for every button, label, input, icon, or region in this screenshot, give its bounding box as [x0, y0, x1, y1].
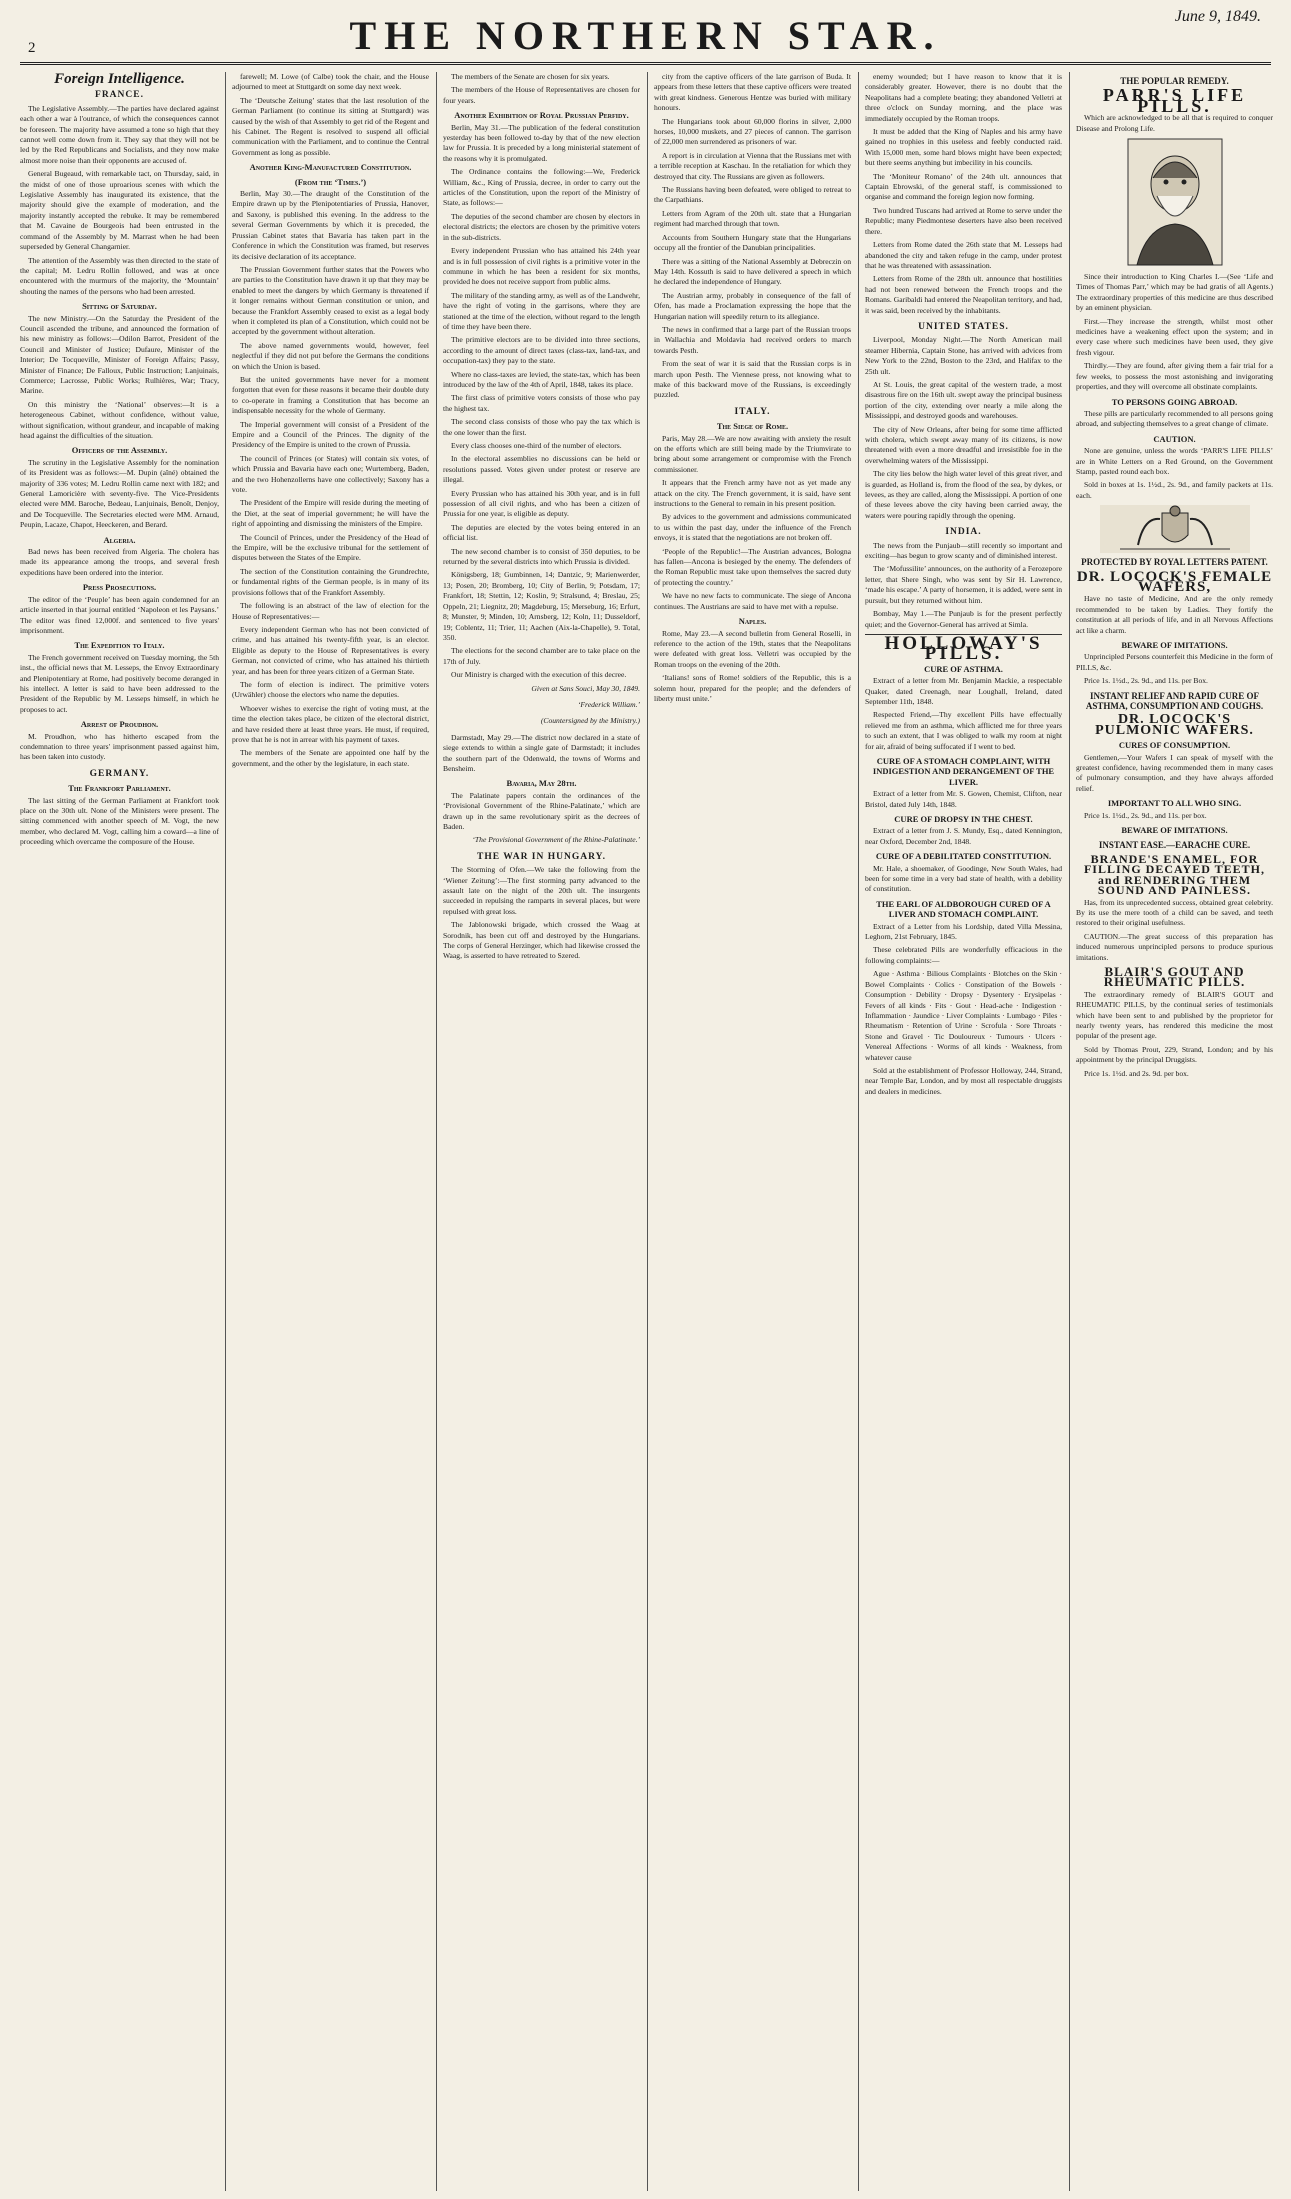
article-paragraph: General Bugeaud, with remarkable tact, on Thursday, said, in the midst of one of those uproarious scenes with which the Legislative Assembly has inaugurated its existence, that the majority should give the example of moderation, and the majority instantly accepted the rebuke. It may be remembered that M. Cavaine de Bourgeois had been entrusted in the command of the Assembly by M. Marrast when he had been superseded by General Changarnier. [20, 169, 219, 252]
article-paragraph: The Jablonowski brigade, which crossed the Waag at Sorodnik, has been cut off and destroyed by the Hungarians. The corps of General Herzinger, which had likewise crossed the Waag, is asserted to have retreated to Szered. [443, 920, 640, 961]
advert-subheading: CURE OF ASTHMA. [924, 663, 1003, 674]
article-paragraph: The Imperial government will consist of a President of the Empire and a Council of the Princes. The dignity of the Presidency of the Empire is united to the crown of Prussia. [232, 419, 429, 450]
advert-paragraph: None are genuine, unless the words ‘PARR'S LIFE PILLS’ are in White Letters on a Red Ground, on the Government Stamp, pasted round each box. [1076, 446, 1273, 476]
advert-heading-blair-pills: BLAIR'S GOUT AND RHEUMATIC PILLS. [1103, 963, 1246, 990]
subheading: Press Prosecutions. [82, 582, 157, 593]
advert-paragraph: Extract of a letter from Mr. S. Gowen, Chemist, Clifton, near Bristol, dated July 14th, 1848. [865, 789, 1062, 809]
article-paragraph: On this ministry the ‘National’ observes:—It is a heterogeneous Cabinet, without confidence, without value, without signification, without grandeur, and incapable of making head against the difficulties of the situation. [20, 399, 219, 440]
old-man-portrait-icon [1127, 138, 1223, 266]
article-paragraph: The ‘Moniteur Romano’ of the 24th ult. announces that Captain Ebrowski, of the general staff, is commissioned to organise and command the foreign legion now forming. [865, 171, 1062, 202]
article-paragraph: The ‘Deutsche Zeitung’ states that the last resolution of the German Parliament (to continue its sitting at Stuttgardt) was caused by the wish of that Assembly to get rid of the Regent and his Cabinet. The Regent is resolved to suspend all official communication with the Parliament, and to continue the Central Government as long as possible. [232, 95, 429, 157]
article-paragraph: It must be added that the King of Naples and his army have gained no trophies in this useless and feebly conducted raid. With 15,000 men, some hard blows might have been expected; but there seems anything but imbecility in his councils. [865, 127, 1062, 168]
article-paragraph: Our Ministry is charged with the execution of this decree. [451, 670, 627, 680]
advert-paragraph: CAUTION.—The great success of this preparation has induced numerous unprincipled persons to produce spurious imitations. [1076, 931, 1273, 962]
country-heading-germany: GERMANY. [89, 768, 150, 779]
section-heading-india: INDIA. [945, 527, 982, 538]
article-paragraph: Whoever wishes to exercise the right of voting must, at the time the election takes place, be citizen of the electoral district, and have resided there at least three years. He must, if required, prove that he is not in arrear with his payment of taxes. [232, 703, 429, 744]
subheading: Officers of the Assembly. [71, 445, 168, 456]
article-paragraph: Every independent German who has not been convicted of crime, and has attained his twenty-fifth year, is an elector. Eligible as deputy to the House of Representatives is every German, not convicted of crime, who has attained his thirtieth year, and has been for three years citizen of a German State. [232, 624, 429, 676]
article-paragraph: But the united governments have never for a moment forgotten that even for these reasons it became their double duty to co-operate in framing a Constitution that has become an indispensable necessity for the whole of Germany. [232, 374, 429, 416]
advert-paragraph: These pills are particularly recommended to all persons going abroad, and subjecting themselves to a great change of climate. [1076, 408, 1273, 429]
article-paragraph: Two hundred Tuscans had arrived at Rome to serve under the Republic; many Piedmontese deserters have also been received there. [865, 205, 1062, 236]
advert-paragraph: Mr. Hale, a shoemaker, of Goodinge, New South Wales, had been for some time in a very bad state of health, with a debility of constitution. [865, 863, 1062, 894]
article-paragraph: The members of the Senate are appointed one half by the government, and the other by the legislature, in each state. [232, 748, 429, 768]
masthead-rule [20, 62, 1271, 65]
subheading: Naples. [738, 616, 767, 627]
section-heading-united-states: UNITED STATES. [918, 321, 1009, 332]
advert-subheading: CAUTION. [1153, 433, 1196, 444]
advert-heading-parr: PARR'S LIFE PILLS. [1102, 85, 1247, 116]
article-paragraph: The primitive electors are to be divided into three sections, according to the amount of direct taxes (class-tax, land-tax, and occupation-tax) they pay to the state. [443, 335, 640, 366]
article-paragraph: The Russians having been defeated, were obliged to retreat to the Carpathians. [654, 185, 851, 205]
article-paragraph: The elections for the second chamber are to take place on the 17th of July. [443, 646, 640, 666]
advert-paragraph: The extraordinary remedy of BLAIR'S GOUT and RHEUMATIC PILLS, by the continual series of testimonials which have been sent to and published by the proprietor for nearly twenty years, has rendered this medicine the most popular of the present age. [1076, 989, 1273, 1041]
advert-paragraph: Unprincipled Persons counterfeit this Medicine in the form of PILLS, &c. [1076, 652, 1273, 672]
issue-date: June 9, 1849. [1174, 8, 1261, 25]
article-paragraph: Berlin, May 30.—The draught of the Constitution of the Empire drawn up by the Plenipotentiaries of Prussia, Hanover, and Saxony, is published this evening. In the address to the several German Governments by which it is preceded, the Prussian Cabinet states that Bavaria has taken part in the Conference in which the Constitution was framed, but reserves its decisive declaration of its acceptance. [232, 189, 429, 261]
advert-paragraph: Have no taste of Medicine, And are the only remedy recommended to be taken by Ladies. They fortify the constitution at all periods of life, and in all Nervous Affections act like a charm. [1076, 594, 1273, 635]
article-paragraph: The Storming of Ofen.—We take the following from the ‘Wiener Zeitung’:—The first storming party advanced to the assault late on the night of the 20th ult. The insurgents succeeded in repulsing the ramparts in several places, but were repulsed with great loss. [443, 865, 640, 916]
subheading: Arrest of Proudhon. [80, 719, 159, 730]
advert-subheading: CURE OF A DEBILITATED CONSTITUTION. [875, 851, 1052, 862]
advert-paragraph: Since their introduction to King Charles I.—(See ‘Life and Times of Thomas Parr,’ which may be had gratis of all Agents.) The extraordinary properties of this medicine are thus described by an eminent physician. [1076, 272, 1273, 313]
article-paragraph: enemy wounded; but I have reason to know that it is considerably greater. However, there is no doubt that the Neapolitans had a complete beating; they abandoned Velletri at three o'clock on Sunday morning, and the place was immediately occupied by the Roman troops. [865, 72, 1062, 123]
section-heading-italy: ITALY. [734, 406, 771, 417]
article-paragraph: Every class chooses one-third of the number of electors. [451, 441, 622, 450]
article-paragraph: The Legislative Assembly.—The parties have declared against each other a war à l'outrance, of which the consequences cannot be foreseen. The majority have assumed a tone so high that they cannot well come down from it. They say that they will not be led by the Red Republicans and Socialists, and they now make almost more noise than their opponents are accused of. [20, 103, 219, 165]
column-divider [647, 72, 648, 2191]
advert-paragraph: Price 1s. 1½d., 2s. 9d., and 11s. per Box. [1084, 676, 1208, 686]
article-paragraph: The city lies below the high water level of this great river, and is guarded, as Holland is, from the flood of the sea, by dykes, or levees, as they are called, along the Mississippi. A portion of one of these levees above the city having been carried away, the waters were pouring rapidly through the opening. [865, 469, 1062, 520]
advert-paragraph: Thirdly.—They are found, after giving them a fair trial for a few weeks, to possess the most astonishing and invigorating properties, and they will overcome all obstinate complaints. [1076, 361, 1273, 392]
article-paragraph: The new Ministry.—On the Saturday the President of the Council ascended the tribune, and announced the formation of his new ministry as follows:—Odilon Barrot, President of the Council and Minister of Justice; Dufaure, Minister of the Interior; De Tocqueville, Minister of Foreign Affairs; Passy, Minister of Finance; De Falloux, Public Instruction; Lanjuinais, Commerce; Lacrosse, Public Works; Rulhières, War; Tracy, Marine. [20, 313, 219, 396]
article-paragraph: The city of New Orleans, after being for some time afflicted with cholera, which swept away many of its citizens, is now threatened with even a more dreadful and irresistible foe in the overwhelming waters of the Mississippi. [865, 424, 1062, 465]
advert-kicker: INSTANT RELIEF AND RAPID CURE OF ASTHMA, CONSUMPTION AND COUGHS. [1085, 690, 1264, 712]
article-paragraph: M. Proudhon, who has hitherto escaped from the condemnation to three years' imprisonment passed against him, has been taken into custody. [20, 731, 219, 762]
advert-subheading: THE EARL OF ALDBOROUGH CURED OF A LIVER AND STOMACH COMPLAINT. [876, 898, 1051, 920]
article-paragraph: The ‘Mofussilite’ announces, on the authority of a Ferozepore letter, that Shere Singh, who was sent by Sir H. Lawrence, ‘made his escape.’ A party of horsemen, it is added, were sent in pursuit, but they returned without him. [865, 564, 1062, 605]
advert-subheading: IMPORTANT TO ALL WHO SING. [1107, 798, 1242, 809]
article-paragraph: Letters from Rome dated the 26th state that M. Lesseps had abandoned the city and taken refuge in the camp, under protest that he was threatened with assassination. [865, 240, 1062, 270]
article-paragraph: The above named governments would, however, feel neglectful if they did not put before the Germans the conditions on which the Union is based. [232, 340, 429, 371]
article-paragraph: The scrutiny in the Legislative Assembly for the nomination of its President was as follows:—M. Dupin (aîné) obtained the majority of 336 votes; M. Ledru Rollin came next with 182; and General Lamoricière with seventy-five. The Vice-Presidents elected were MM. Baroche, Bedeau, Lanjuinais, Benoît, Denjoy, and De Tocqueville. The Secretaries elected were MM. Arnaud, Peupin, Lacaze, Chapot, Heeckeren, and Berard. [20, 457, 219, 530]
subheading: The Frankfort Parliament. [68, 783, 171, 794]
column-foreign-intelligence [16, 72, 223, 2191]
subheading: Algeria. [103, 534, 136, 545]
advert-kicker: THE POPULAR REMEDY. [1120, 76, 1229, 86]
signature-line: (Countersigned by the Ministry.) [540, 716, 640, 726]
subheading: The Expedition to Italy. [74, 640, 165, 651]
article-paragraph: The Prussian Government further states that the Powers who are parties to the Constitution have drawn it up that they may be enabled to meet the dangers by which Germany is threatened if it longer remains without German constitution or union, and because the Frankfort Assembly ceased to exist as a legal body when it completed its plan of a Constitution, which could not be accepted by the government without alteration. [232, 264, 429, 337]
article-paragraph: The Council of Princes, under the Presidency of the Head of the Empire, will be the exclusive tribunal for the settlement of disputes between the States of the Empire. [232, 532, 429, 563]
advert-paragraph: First.—They increase the strength, whilst most other medicines have a weakening effect upon the system; and in every case where such medicines have been used, they give fresh vigour. [1076, 316, 1273, 357]
article-paragraph: The section of the Constitution containing the Grundrechte, or fundamental rights of the German people, is in many of its provisions follows that of the Frankfort Assembly. [232, 566, 429, 597]
advert-paragraph: Gentlemen,—Your Wafers I can speak of myself with the greatest confidence, having recommended them in many cases of pulmonary consumption, and they have always afforded relief. [1076, 752, 1273, 793]
advert-paragraph: Respected Friend,—Thy excellent Pills have effectually relieved me from an asthma, which afflicted me for three years to such an extent, that I was obliged to walk my room at night for air, afraid of being suffocated if I went to bed. [865, 710, 1062, 751]
section-heading: Foreign Intelligence. [54, 72, 185, 87]
article-paragraph: The first class of primitive voters consists of those who pay the highest tax. [443, 393, 640, 413]
article-paragraph: We have no new facts to communicate. The siege of Ancona continues. The Austrians are said to have met with a repulse. [654, 591, 851, 611]
article-paragraph: Bad news has been received from Algeria. The cholera has made its appearance among the troops, and several fresh expeditions have been ordered into the interior. [20, 547, 219, 577]
article-paragraph: Accounts from Southern Hungary state that the Hungarians occupy all the frontier of the Danubian principalities. [654, 232, 851, 253]
advert-kicker: INSTANT EASE.—EARACHE CURE. [1098, 839, 1251, 850]
article-paragraph: The following is an abstract of the law of election for the House of Representatives:— [232, 601, 429, 621]
advert-paragraph: Sold by Thomas Prout, 229, Strand, London; and by his appointment by the principal Druggists. [1076, 1044, 1273, 1065]
signature-line: ‘Frederick William.’ [577, 699, 640, 709]
article-paragraph: The last sitting of the German Parliament at Frankfort took place on the 30th ult. None of the Ministers were present. The sitting commenced with another speech of M. Vogt, the new member, who declared M. Vogt, calling him a coward—a line of proceeding which overcame the composure of the House. [20, 795, 219, 847]
article-paragraph: The news from the Punjaub—still recently so important and exciting—has begun to grow scanty and of diminished interest. [865, 540, 1062, 561]
advert-subheading: BEWARE OF IMITATIONS. [1121, 825, 1228, 836]
article-paragraph: The Hungarians took about 60,000 florins in silver, 2,000 horses, 10,000 muskets, and 27 pieces of cannon. The garrison of 22,000 men surrendered as prisoners of war. [654, 116, 851, 147]
article-paragraph: Every Prussian who has attained his 30th year, and is in full possession of all civil rights, and who has been a citizen of Prussia for one year, is eligible as deputy. [443, 488, 640, 519]
advert-heading-locock-pulmonic: DR. LOCOCK'S PULMONIC WAFERS. [1095, 712, 1254, 738]
ailment-list: Ague · Asthma · Bilious Complaints · Blotches on the Skin · Bowel Complaints · Colics · Constipation of the Bowels · Consumption · Debility · Dropsy · Dysentery · Erysipelas · Fevers of all kinds · Fits · Gout · Head-ache · Indigestion · Inflammation · Jaundice · Liver Complaints · Lumbago · Piles · Rheumatism · Retention of Urine · Scrofula · Sore Throats · Stone and Gravel · Tic Douloureux · Tumours · Ulcers · Venereal Affections · Worms of all kinds · Weakness, from whatever cause [865, 969, 1062, 1062]
column-prussia-hungary [439, 72, 644, 2191]
article-paragraph: The deputies of the second chamber are chosen by electors in electoral districts; the electors are chosen by the primitive voters in the sub-districts. [443, 211, 640, 242]
advert-subheading: CURE OF DROPSY IN THE CHEST. [894, 814, 1033, 824]
article-paragraph: Berlin, May 31.—The publication of the federal constitution yesterday has been followed to-day by that of the new election law for Prussia. It is preceded by a long ministerial statement of the reasons why it is promulgated. [443, 122, 640, 163]
advert-paragraph: Extract of a letter from J. S. Mundy, Esq., dated Kennington, near Oxford, December 2nd, 1848. [865, 826, 1062, 846]
advert-paragraph: Has, from its unprecedented success, obtained great celebrity. By its use the mere tooth of a child can be saved, and teeth restored to their original usefulness. [1076, 897, 1273, 928]
article-paragraph: By advices to the government and admissions communicated to us within the past day, under the influence of the French envoys, it is stated that the negotiations are not broken off. [654, 512, 851, 543]
article-paragraph: Bombay, May 1.—The Punjaub is for the present perfectly quiet; and the Governor-General has arrived at Simla. [865, 609, 1062, 629]
article-paragraph: Letters from Rome of the 28th ult. announce that hostilities had not been renewed between the French troops and the Romans. Garibaldi had entered the Neapolitan territory, and had, it was said, been received by the inhabitants. [865, 274, 1062, 315]
article-paragraph: From the seat of war it is said that the Russian corps is in march upon Pesth. The Viennese press, not knowing what to make of this backward move of the Russians, is exceedingly puzzled. [654, 359, 851, 400]
masthead [0, 0, 1291, 78]
article-paragraph: The Ordinance contains the following:—We, Frederick William, &c., King of Prussia, decree, in order to carry out the articles of the Constitution, upon the report of the Ministry of State, as follows:— [443, 167, 640, 208]
article-paragraph: ‘Italians! sons of Rome! soldiers of the Republic, this is a solemn hour, prepared for the people; and the defenders of liberty must unite.’ [654, 673, 851, 703]
advert-subheading: BEWARE OF IMITATIONS. [1121, 640, 1228, 650]
signature-line: ‘The Provisional Government of the Rhine-Palatinate.’ [472, 835, 640, 845]
advert-subheading: TO PERSONS GOING ABROAD. [1111, 396, 1238, 407]
article-paragraph: The members of the House of Representatives are chosen for four years. [443, 85, 640, 105]
article-paragraph: The new second chamber is to consist of 350 deputies, to be returned by the several districts into which Prussia is divided. [443, 546, 640, 567]
advert-heading-brande-enamel: BRANDE'S ENAMEL, FOR FILLING DECAYED TEETH, and RENDERING THEM SOUND AND PAINLESS. [1083, 851, 1266, 898]
country-heading-france: FRANCE. [95, 90, 144, 101]
subheading: Another King-Manufactured Constitution. [249, 162, 412, 173]
advert-paragraph: Extract of a Letter from his Lordship, dated Villa Messina, Leghorn, 21st February, 1845. [865, 921, 1062, 942]
column-hungary-italy [650, 72, 855, 2191]
column-advertisements [1072, 72, 1277, 2191]
advert-paragraph: Price 1s. 1½d. and 2s. 9d. per box. [1084, 1068, 1189, 1078]
article-paragraph: The members of the Senate are chosen for six years. [451, 72, 610, 81]
column-divider [1069, 72, 1070, 2191]
article-paragraph: Rome, May 23.—A second bulletin from General Roselli, in reference to the action of the 19th, states that the Neapolitans were defeated with great loss. Velletri was occupied by the Roman troops on the evening of the 20th. [654, 628, 851, 669]
newspaper-title: THE NORTHERN STAR. [349, 13, 942, 58]
article-paragraph: The President of the Empire will reside during the meeting of the Diet, at the seat of imperial government; he will have the right of appointing and dismissing the ministers of the Empire. [232, 498, 429, 529]
advert-paragraph: Sold in boxes at 1s. 1½d., 2s. 9d., and family packets at 11s. each. [1076, 480, 1273, 500]
article-paragraph: Letters from Agram of the 20th ult. state that a Hungarian regiment had marched through that town. [654, 208, 851, 229]
patent-label: PROTECTED BY ROYAL LETTERS PATENT. [1081, 557, 1268, 568]
article-paragraph: In the electoral assemblies no discussions can be held or resolutions passed. Votes given under protest or reserve are illegal. [443, 454, 640, 485]
article-paragraph: city from the captive officers of the late garrison of Buda. It appears from these letters that these captive officers were treated with great kindness. Generous Hentze was buried with military honours. [654, 72, 851, 113]
article-paragraph: The military of the standing army, as well as of the Landwehr, have the right of voting in the garrisons, where they are stationed at the time of the election, without regard to the length of time they have been there. [443, 290, 640, 331]
article-paragraph: The French government received on Tuesday morning, the 5th inst., the official news that M. Lesseps, the Envoy Extraordinary and Plenipotentiary at Rome, had positively become deranged in his intellect. A letter is said to have been addressed to the President of the Republic by M. Lesseps himself, in which he proposes to act. [20, 652, 219, 714]
column-divider [858, 72, 859, 2191]
advert-paragraph: Extract of a letter from Mr. Benjamin Mackie, a respectable Quaker, dated Creenagh, near Loughall, Ireland, dated September 11th, 1848. [865, 676, 1062, 706]
royal-arms-crest-icon [1100, 505, 1250, 553]
advert-subheading: CURE OF A STOMACH COMPLAINT, WITH INDIGESTION AND DERANGEMENT OF THE LIVER. [872, 755, 1055, 787]
article-paragraph: The deputies are elected by the votes being entered in an official list. [443, 522, 640, 543]
article-paragraph: It appears that the French army have not as yet made any attack on the city. The French government, it is said, have sent instructions to the General to remain in his present position. [654, 478, 851, 509]
article-paragraph: Darmstadt, May 29.—The district now declared in a state of siege extends to within a single gate of Darmstadt; it includes the southern part of the Odenwald, the towns of Worms and Bensheim. [443, 732, 640, 773]
article-paragraph: Paris, May 28.—We are now awaiting with anxiety the result on the efforts which are still being made by the Triumvirate to bring about some arrangement or compromise with the French commissioner. [654, 433, 851, 474]
article-paragraph: The news in confirmed that a large part of the Russian troops in Wallachia and Moldavia had received orders to march towards Pesth. [654, 324, 851, 355]
article-paragraph: At St. Louis, the great capital of the western trade, a most disastrous fire on the 16th ult. swept away the principal business portion of the city, extending over nearly a mile along the Mississippi, and destroyed goods and warehouses. [865, 379, 1062, 421]
signature-line: Given at Sans Souci, May 30, 1849. [531, 683, 640, 693]
column-germany [228, 72, 433, 2191]
article-paragraph: There was a sitting of the National Assembly at Debreczin on May 14th. Kossuth is said to have delivered a speech in which he declared the independence of Hungary. [654, 256, 851, 287]
district-list: Königsberg, 18; Gumbinnen, 14; Dantzic, 9; Marienwerder, 13; Posen, 20; Bromberg, 10; City of Berlin, 9; Potsdam, 17; Frankfort, 18; Stettin, 12; Koslin, 9; Stralsund, 4; Breslau, 25; Oppeln, 21; Liegnitz, 20; Magdeburg, 15; Merseburg, 16; Erfurt, 8; Munster, 9; Minden, 10; Arnsberg, 12; Koln, 11; Dusseldorf, 19; Coblentz, 11; Trier, 11; Aachen (Aix-la-Chapelle), 9. Total, 350. [443, 570, 640, 642]
article-paragraph: The second class consists of those who pay the tax which is the one lower than the first. [443, 417, 640, 437]
subheading: Bavaria, May 28th. [506, 778, 577, 789]
advert-subheading: CURES OF CONSUMPTION. [1118, 740, 1231, 751]
advert-heading-locock-female: DR. LOCOCK'S FEMALE WAFERS, [1076, 568, 1273, 595]
article-paragraph: The Austrian army, probably in consequence of the fall of Ofen, has made a Proclamation expressing the hope that the Hungarian nation will speedily return to its allegiance. [654, 290, 851, 321]
article-paragraph: The council of Princes (or States) will contain six votes, of which Prussia and Bavaria have each one; Wurtemberg, Baden, and the two Hohenzollerns have one collectively; Saxony has a vote. [232, 453, 429, 495]
advert-paragraph: Sold at the establishment of Professor Holloway, 244, Strand, near Temple Bar, London, and by most all respectable druggists and dealers in medicines. [865, 1065, 1062, 1096]
article-paragraph: The form of election is indirect. The primitive voters (Urwähler) choose the electors who name the deputies. [232, 679, 429, 700]
article-paragraph: ‘People of the Republic!—The Austrian advances, Bologna has fallen—Ancona is besieged by the enemy. The defenders of the Roman Republic must take upon themselves the sacred duty of protecting the country.’ [654, 546, 851, 587]
subheading-source: (From the ‘Times.’) [294, 176, 367, 187]
column-us-india-holloway [861, 72, 1066, 2191]
advert-paragraph: Which are acknowledged to be all that is required to conquer Disease and Prolong Life. [1076, 113, 1273, 133]
page-number: 2 [28, 40, 36, 56]
article-paragraph: Liverpool, Monday Night.—The North American mail steamer Hibernia, Captain Stone, has arrived with advices from New York to the 22nd, Boston to the 23rd, and Halifax to the 25th ult. [865, 335, 1062, 376]
column-divider [436, 72, 437, 2191]
subheading: Another Exhibition of Royal Prussian Perfidy. [454, 110, 629, 121]
article-paragraph: The Palatinate papers contain the ordinances of the ‘Provisional Government of the Rhine-Palatinate,’ which are drawn up in the same revolutionary spirit as the decrees of Baden. [443, 790, 640, 831]
column-divider [225, 72, 226, 2191]
subheading: Sitting of Saturday. [82, 301, 157, 312]
section-heading-hungary: THE WAR IN HUNGARY. [477, 851, 606, 862]
article-paragraph: farewell; M. Lowe (of Calbe) took the chair, and the House adjourned to meet at Stuttgardt on some day next week. [232, 72, 429, 92]
article-paragraph: Where no class-taxes are levied, the state-tax, which has been introduced by the law of the 4th of April, 1848, takes its place. [443, 369, 640, 389]
article-paragraph: The editor of the ‘Peuple’ has been again condemned for an article inserted in that journal entitled ‘Napoleon et les Paysans.’ The editor was fined 12,000f. and sentenced to five years' imprisonment. [20, 594, 219, 635]
article-paragraph: The attention of the Assembly was then directed to the state of the capital; M. Ledru Rollin followed, and was at once encountered with the murmurs of the majority, the ‘Mountain’ shouting the names of the persons who had been arrested. [20, 255, 219, 296]
advert-paragraph: These celebrated Pills are wonderfully efficacious in the following complaints:— [865, 945, 1062, 965]
article-paragraph: A report is in circulation at Vienna that the Russians met with a terrible reception at Kaschau. In the retaliation for which they destroyed that city. The Russians are given as followers. [654, 150, 851, 181]
article-paragraph: Every independent Prussian who has attained his 24th year and is in full possession of civil rights is a primitive voter in the commune in which he has been a resident for six months, provided he does not receive support from public alms. [443, 246, 640, 287]
advert-heading-holloway: HOLLOWAY'S PILLS. [884, 632, 1043, 665]
advert-paragraph: Price 1s. 1½d., 2s. 9d., and 11s. per box. [1084, 810, 1207, 820]
subheading: The Siege of Rome. [716, 421, 789, 432]
